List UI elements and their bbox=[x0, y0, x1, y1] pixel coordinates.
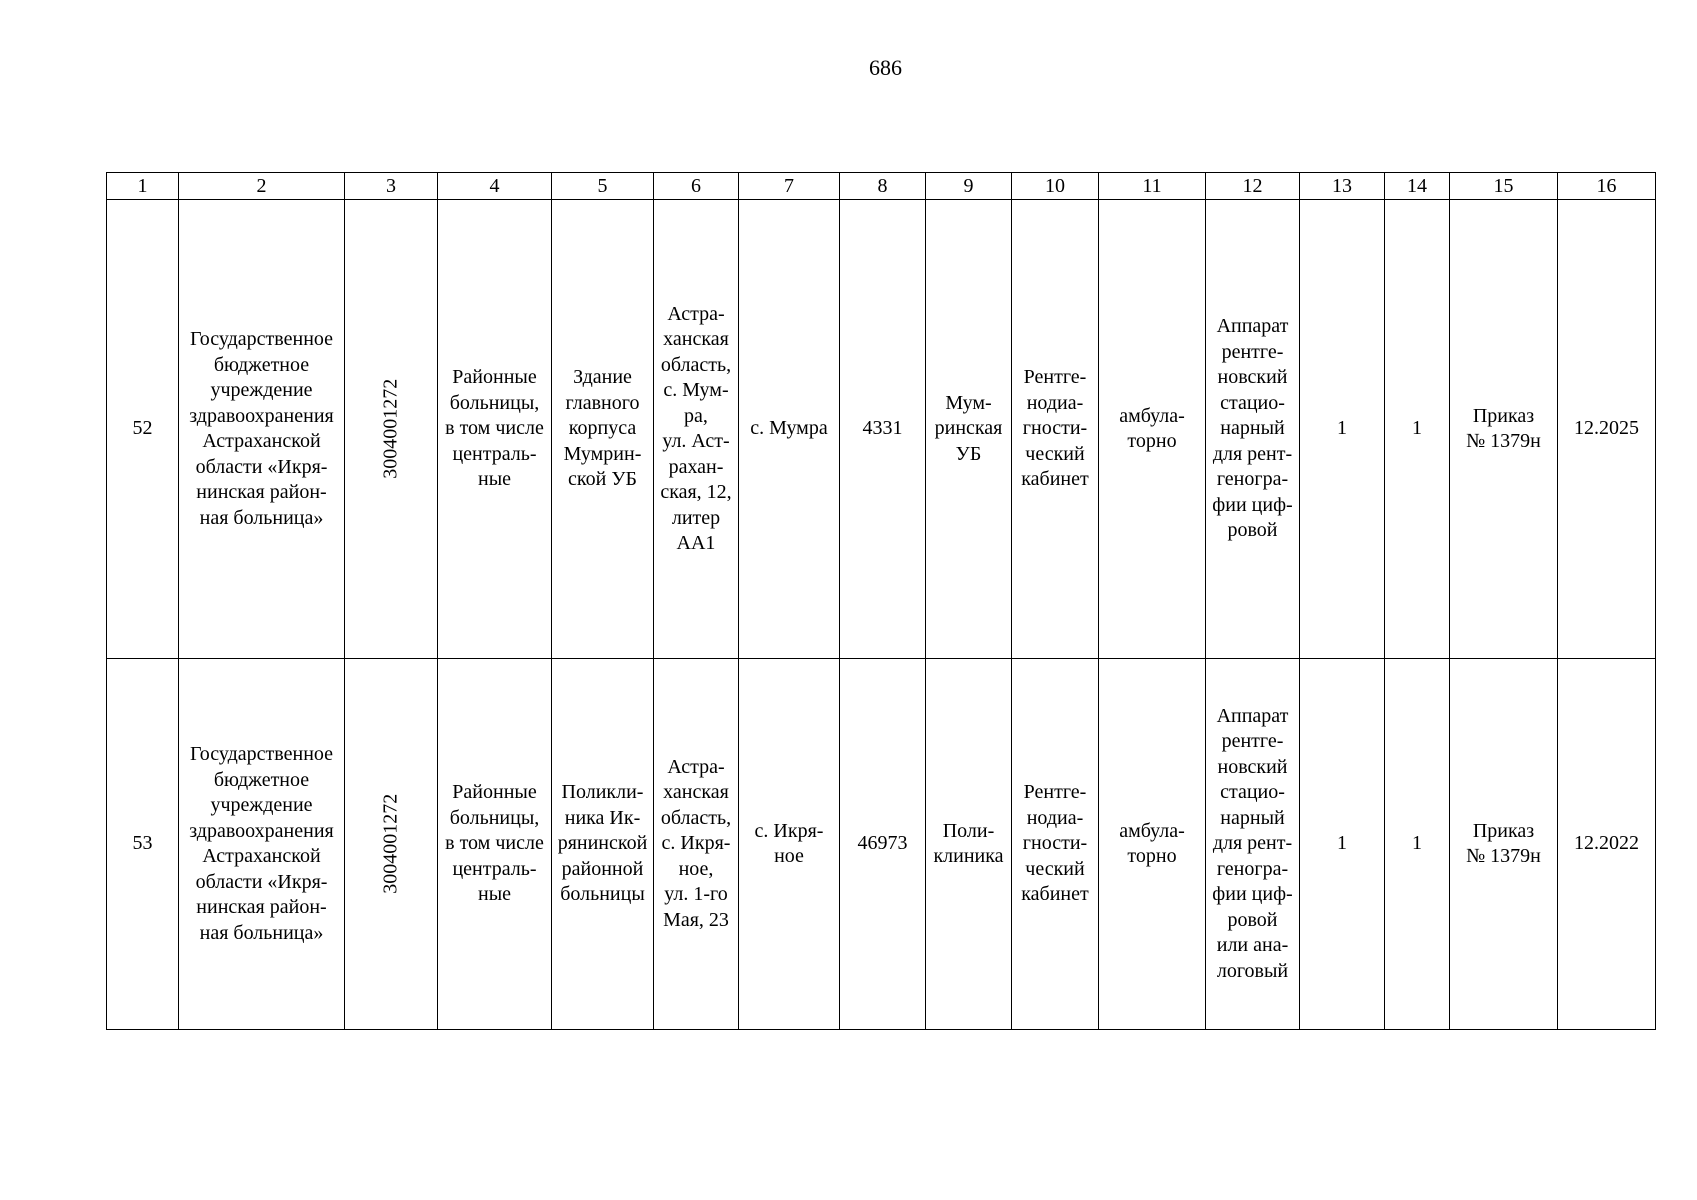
equipment: Аппарат рентге- новский стацио- нарный для рент- геногра- фии циф- ровой или ана- логовый bbox=[1212, 704, 1293, 982]
cabinet-cell bbox=[1012, 659, 1099, 1030]
inn-code: 3004001272 bbox=[379, 794, 402, 894]
row-number-cell bbox=[107, 659, 179, 1030]
column-number: 1 bbox=[107, 173, 179, 200]
column-number: 12 bbox=[1206, 173, 1300, 200]
date: 12.2022 bbox=[1574, 832, 1639, 855]
column-number: 11 bbox=[1099, 173, 1206, 200]
equipment: Аппарат рентге- новский стацио- нарный для рент- геногра- фии циф- ровой bbox=[1212, 315, 1293, 542]
facility-category: Районные больницы, в том числе централь- ные bbox=[445, 781, 544, 906]
building-name: Поликли- ника Ик- рянинской районной больницы bbox=[557, 781, 648, 906]
order-reference: Приказ № 1379н bbox=[1466, 404, 1541, 452]
institution-name: Государственное бюджетное учреждение здравоохранения Астраханской области «Икря- нинская район- ная больница» bbox=[189, 743, 334, 944]
inn-cell bbox=[345, 200, 438, 659]
row-number-cell bbox=[107, 200, 179, 659]
unit-cell bbox=[926, 659, 1012, 1030]
building-cell bbox=[552, 659, 654, 1030]
inn-code: 3004001272 bbox=[379, 379, 402, 479]
building-name: Здание главного корпуса Мумрин- ской УБ bbox=[563, 366, 642, 491]
registry-table bbox=[106, 172, 1656, 1030]
unit-name: Мум- ринская УБ bbox=[934, 391, 1003, 465]
order-reference: Приказ № 1379н bbox=[1466, 819, 1541, 867]
equipment-cell bbox=[1206, 659, 1300, 1030]
address: Астра- ханская область, с. Мум- ра, ул. Аст- рахан- ская, 12, литер АА1 bbox=[660, 302, 732, 554]
cabinet-cell bbox=[1012, 200, 1099, 659]
column-14-cell bbox=[1385, 200, 1450, 659]
order-cell bbox=[1450, 659, 1558, 1030]
institution-cell bbox=[179, 659, 345, 1030]
row-number: 52 bbox=[132, 417, 153, 440]
column-14-value: 1 bbox=[1412, 832, 1422, 855]
category-cell bbox=[438, 659, 552, 1030]
facility-category: Районные больницы, в том числе централь- ные bbox=[445, 366, 544, 491]
care-type-cell bbox=[1099, 659, 1206, 1030]
address-cell bbox=[654, 200, 739, 659]
column-number: 9 bbox=[926, 173, 1012, 200]
date-cell bbox=[1558, 200, 1656, 659]
column-number: 8 bbox=[840, 173, 926, 200]
column-number-row bbox=[107, 173, 1656, 200]
locality-cell bbox=[739, 659, 840, 1030]
institution-cell bbox=[179, 200, 345, 659]
column-number: 5 bbox=[552, 173, 654, 200]
date: 12.2025 bbox=[1574, 417, 1639, 440]
column-number: 14 bbox=[1385, 173, 1450, 200]
address-cell bbox=[654, 659, 739, 1030]
locality: с. Мумра bbox=[750, 417, 828, 440]
page-number: 686 bbox=[869, 55, 902, 80]
population: 46973 bbox=[857, 832, 908, 855]
care-type: амбула- торно bbox=[1119, 819, 1185, 867]
locality: с. Икря- ное bbox=[754, 819, 824, 867]
column-number: 15 bbox=[1450, 173, 1558, 200]
population-cell bbox=[840, 200, 926, 659]
locality-cell bbox=[739, 200, 840, 659]
date-cell bbox=[1558, 659, 1656, 1030]
table-row bbox=[107, 659, 1656, 1030]
category-cell bbox=[438, 200, 552, 659]
column-13-cell bbox=[1300, 200, 1385, 659]
row-number: 53 bbox=[132, 832, 153, 855]
building-cell bbox=[552, 200, 654, 659]
column-13-cell bbox=[1300, 659, 1385, 1030]
inn-cell bbox=[345, 659, 438, 1030]
table-row bbox=[107, 200, 1656, 659]
equipment-cell bbox=[1206, 200, 1300, 659]
care-type: амбула- торно bbox=[1119, 404, 1185, 452]
unit-name: Поли- клиника bbox=[933, 819, 1004, 867]
care-type-cell bbox=[1099, 200, 1206, 659]
column-number: 13 bbox=[1300, 173, 1385, 200]
order-cell bbox=[1450, 200, 1558, 659]
population: 4331 bbox=[862, 417, 903, 440]
institution-name: Государственное бюджетное учреждение здравоохранения Астраханской области «Икря- нинская район- ная больница» bbox=[189, 328, 334, 529]
column-14-cell bbox=[1385, 659, 1450, 1030]
column-13-value: 1 bbox=[1337, 832, 1347, 855]
unit-cell bbox=[926, 200, 1012, 659]
address: Астра- ханская область, с. Икря- ное, ул. 1-го Мая, 23 bbox=[660, 755, 732, 931]
column-number: 16 bbox=[1558, 173, 1656, 200]
column-13-value: 1 bbox=[1337, 417, 1347, 440]
cabinet-type: Рентге- нодиа- гности- ческий кабинет bbox=[1021, 366, 1089, 491]
column-number: 10 bbox=[1012, 173, 1099, 200]
column-number: 6 bbox=[654, 173, 739, 200]
column-14-value: 1 bbox=[1412, 417, 1422, 440]
column-number: 4 bbox=[438, 173, 552, 200]
cabinet-type: Рентге- нодиа- гности- ческий кабинет bbox=[1021, 781, 1089, 906]
column-number: 2 bbox=[179, 173, 345, 200]
population-cell bbox=[840, 659, 926, 1030]
column-number: 3 bbox=[345, 173, 438, 200]
column-number: 7 bbox=[739, 173, 840, 200]
